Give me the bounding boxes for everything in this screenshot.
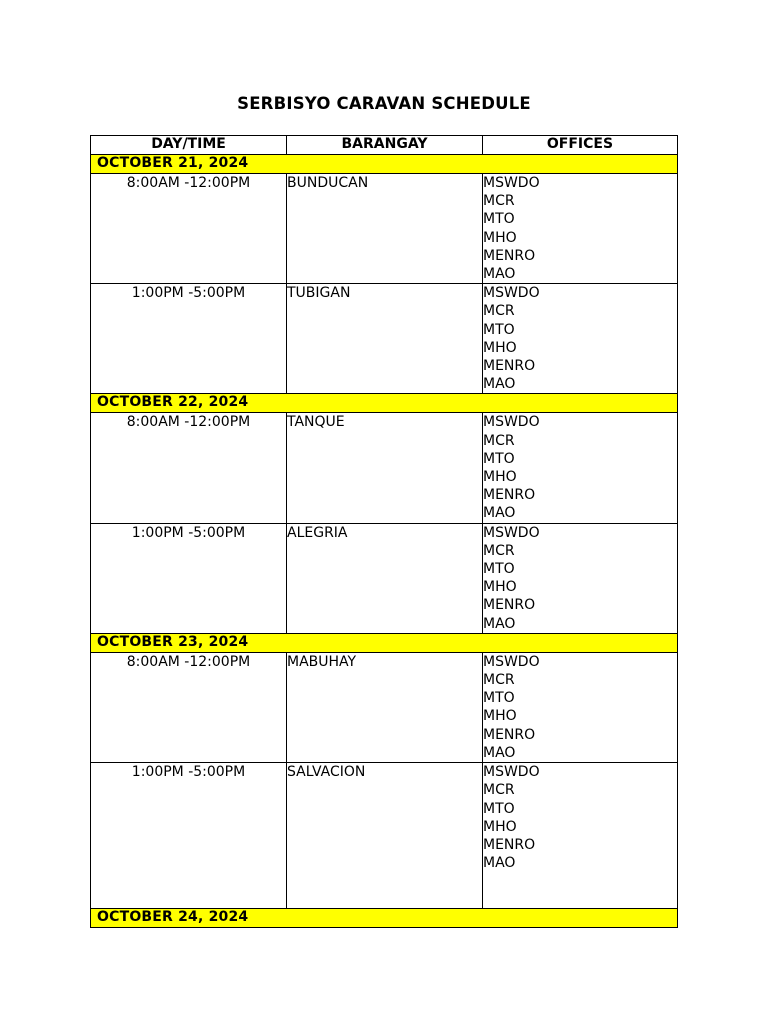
offices-cell (483, 284, 678, 394)
header-day-time: DAY/TIME (91, 136, 287, 155)
office-item: MHO (483, 469, 517, 486)
time-cell: 1:00PM -5:00PM (91, 763, 287, 909)
time-cell: 8:00AM -12:00PM (91, 413, 287, 523)
office-item: MCR (483, 672, 515, 689)
office-item: MTO (483, 561, 515, 578)
office-item: MSWDO (483, 524, 540, 541)
offices-cell (483, 523, 678, 633)
header-barangay: BARANGAY (287, 136, 483, 155)
office-item: MAO (483, 744, 516, 761)
date-label: OCTOBER 22, 2024 (91, 394, 678, 413)
date-row (91, 394, 678, 413)
barangay-cell: TANQUE (287, 413, 483, 523)
date-row (91, 909, 678, 928)
office-item: MHO (483, 339, 517, 356)
schedule-row (91, 523, 678, 633)
office-item: MTO (483, 450, 515, 467)
time-cell: 1:00PM -5:00PM (91, 284, 287, 394)
offices-cell (483, 413, 678, 523)
schedule-row (91, 284, 678, 394)
office-item: MAO (483, 855, 516, 872)
offices-cell (483, 174, 678, 284)
page-title: SERBISYO CARAVAN SCHEDULE (237, 94, 531, 113)
office-item: MCR (483, 432, 515, 449)
barangay-cell: TUBIGAN (287, 284, 483, 394)
schedule-row (91, 174, 678, 284)
time-cell: 1:00PM -5:00PM (91, 523, 287, 633)
office-item: MSWDO (483, 414, 540, 431)
office-item: MENRO (483, 597, 536, 614)
barangay-cell: MABUHAY (287, 652, 483, 762)
office-item: MHO (483, 818, 517, 835)
office-item: MAO (483, 615, 516, 632)
office-item: MAO (483, 376, 516, 393)
office-item: MENRO (483, 836, 536, 853)
schedule-row (91, 413, 678, 523)
schedule-row (91, 763, 678, 909)
schedule-row (91, 652, 678, 762)
schedule-table (90, 135, 678, 928)
office-item: MHO (483, 708, 517, 725)
office-item: MSWDO (483, 764, 540, 781)
office-item: MCR (483, 193, 515, 210)
header-offices: OFFICES (483, 136, 678, 155)
office-item: MCR (483, 542, 515, 559)
office-item: MAO (483, 505, 516, 522)
office-item: MTO (483, 690, 515, 707)
date-row (91, 633, 678, 652)
office-item: MENRO (483, 358, 536, 375)
office-item: MTO (483, 321, 515, 338)
schedule-body (91, 155, 678, 928)
date-row (91, 155, 678, 174)
office-item: MENRO (483, 247, 536, 264)
barangay-cell: ALEGRIA (287, 523, 483, 633)
date-label: OCTOBER 21, 2024 (91, 155, 678, 174)
offices-cell (483, 652, 678, 762)
office-item: MAO (483, 266, 516, 283)
barangay-cell: SALVACION (287, 763, 483, 909)
office-item: MSWDO (483, 653, 540, 670)
office-item: MSWDO (483, 285, 540, 302)
office-item: MCR (483, 782, 515, 799)
date-label: OCTOBER 24, 2024 (91, 909, 678, 928)
office-item: MHO (483, 579, 517, 596)
office-item: MTO (483, 800, 515, 817)
time-cell: 8:00AM -12:00PM (91, 652, 287, 762)
office-item: MSWDO (483, 175, 540, 191)
date-label: OCTOBER 23, 2024 (91, 633, 678, 652)
office-item: MENRO (483, 726, 536, 743)
header-row (91, 136, 678, 155)
offices-cell (483, 763, 678, 909)
office-item: MENRO (483, 487, 536, 504)
office-item: MCR (483, 303, 515, 320)
office-item: MTO (483, 211, 515, 228)
office-item: MHO (483, 229, 517, 246)
barangay-cell: BUNDUCAN (287, 174, 483, 284)
time-cell: 8:00AM -12:00PM (91, 174, 287, 284)
